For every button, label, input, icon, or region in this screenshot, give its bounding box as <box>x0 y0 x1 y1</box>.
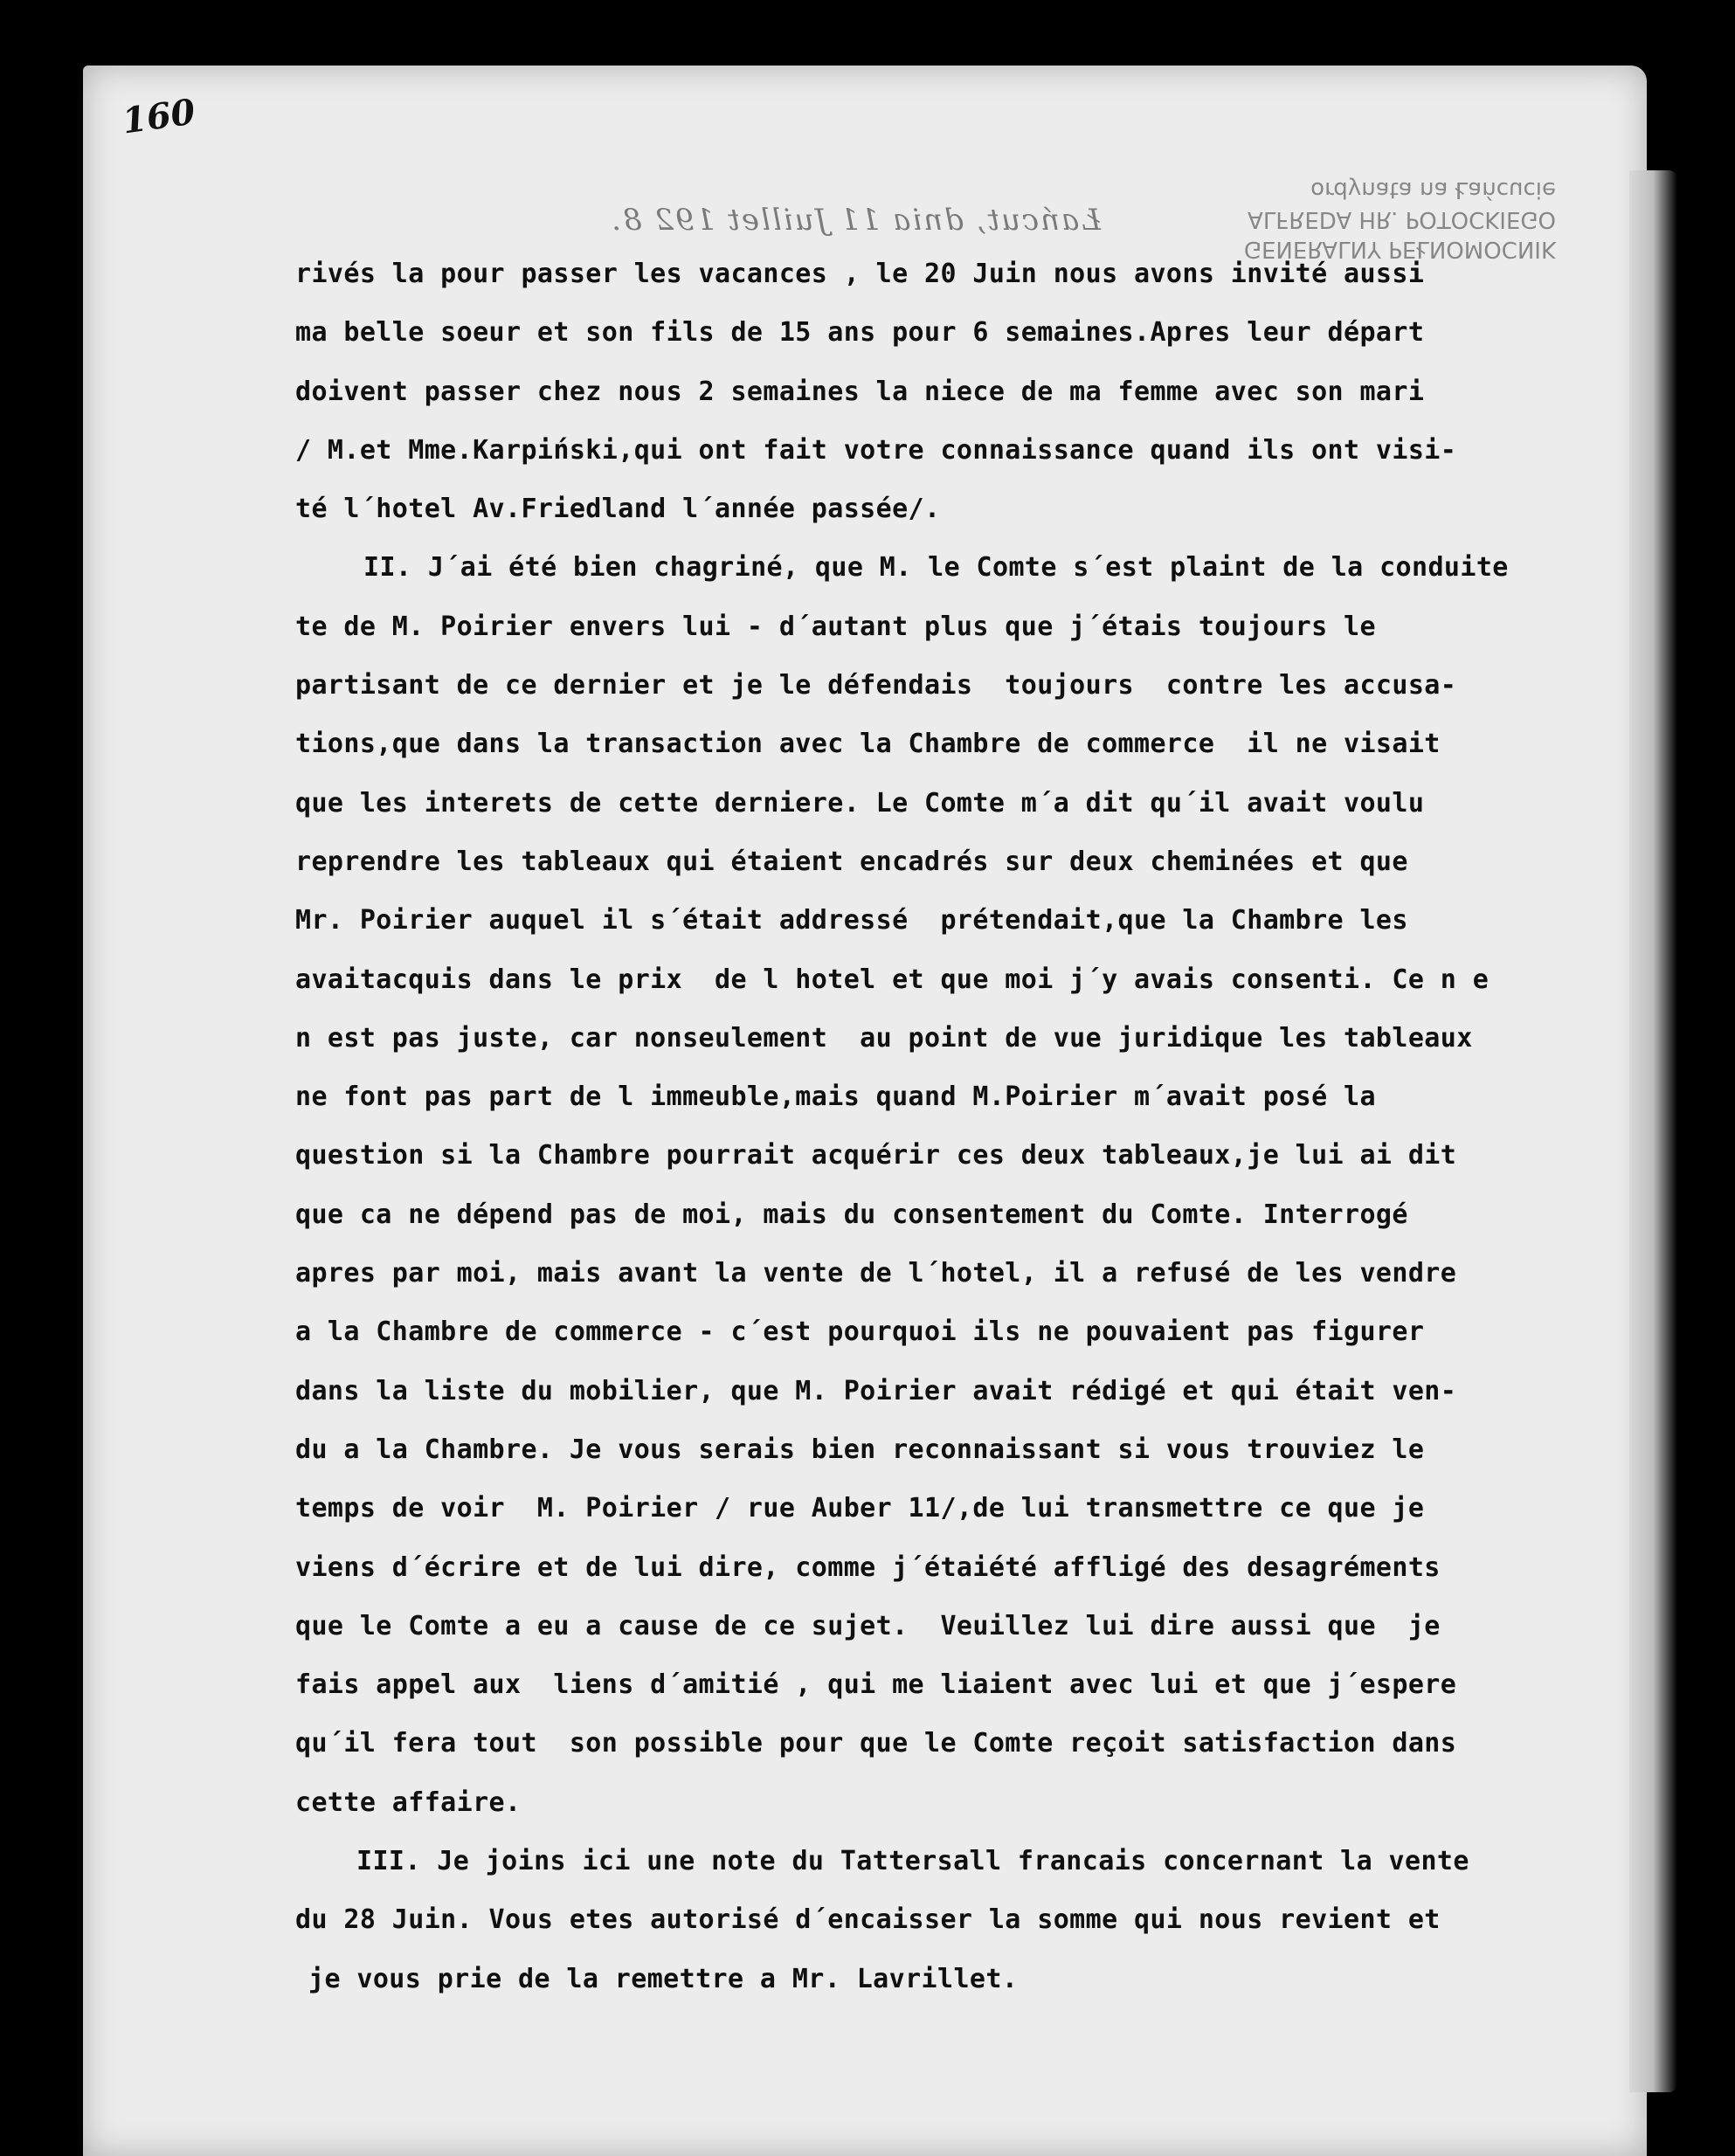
letter-line: avaitacquis dans le prix de l hotel et que moi j´y avais consenti. Ce n e <box>295 964 1490 995</box>
letter-line: doivent passer chez nous 2 semaines la niece de ma femme avec son mari <box>295 376 1425 407</box>
letter-line: ne font pas part de l immeuble,mais quand M.Poirier m´avait posé la <box>295 1081 1376 1113</box>
letter-line: du a la Chambre. Je vous serais bien reconnaissant si vous trouviez le <box>295 1434 1425 1465</box>
letter-line: té l´hotel Av.Friedland l´année passée/. <box>295 494 941 525</box>
letter-line: cette affaire. <box>295 1786 522 1818</box>
letter-line: apres par moi, mais avant la vente de l´hotel, il a refusé de les vendre <box>295 1258 1457 1289</box>
letter-line: rivés la pour passer les vacances , le 20 Juin nous avons invité aussi <box>295 259 1425 289</box>
letter-line: te de M. Poirier envers lui - d´autant plus que j´étais toujours le <box>295 611 1376 642</box>
letterhead-line: ordynata na Łańcucie <box>1310 176 1556 203</box>
letter-line: III. Je joins ici une note du Tattersall francais concernant la vente <box>356 1846 1469 1877</box>
letter-line: reprendre les tableaux qui étaient encadrés sur deux cheminées et que <box>295 846 1408 877</box>
letter-line: Mr. Poirier auquel il s´était addressé prétendait,que la Chambre les <box>295 905 1408 936</box>
letter-line: dans la liste du mobilier, que M. Poirier avait rédigé et qui était ven- <box>295 1375 1457 1406</box>
letterhead-line: GENERALNY PEŁNOMOCNIK <box>1243 236 1556 262</box>
letter-line: du 28 Juin. Vous etes autorisé d´encaisser la somme qui nous revient et <box>295 1904 1441 1936</box>
letter-line: n est pas juste, car nonseulement au point de vue juridique les tableaux <box>295 1022 1473 1054</box>
letter-line: temps de voir M. Poirier / rue Auber 11/,de lui transmettre ce que je <box>295 1493 1425 1524</box>
letter-line: je vous prie de la remettre a Mr. Lavrillet. <box>308 1963 1019 1994</box>
letter-line: a la Chambre de commerce - c´est pourquoi ils ne pouvaient pas figurer <box>295 1316 1425 1348</box>
letter-line: qu´il fera tout son possible pour que le Comte reçoit satisfaction dans <box>295 1728 1457 1759</box>
letter-line: viens d´écrire et de lui dire, comme j´étaiété affligé des desagréments <box>295 1551 1441 1583</box>
letter-line: que ca ne dépend pas de moi, mais du consentement du Comte. Interrogé <box>295 1199 1408 1230</box>
letterhead-line: ALFREDA HR. POTOCKIEGO <box>1248 206 1556 232</box>
letterhead-bleedthrough <box>1154 175 1556 264</box>
letter-line: II. J´ai été bien chagriné, que M. le Comte s´est plaint de la conduite <box>363 552 1509 584</box>
letter-line: que le Comte a eu a cause de ce sujet. Veuillez lui dire aussi que je <box>295 1610 1441 1641</box>
letter-body <box>295 255 1606 2019</box>
letter-line: que les interets de cette derniere. Le Comte m´a dit qu´il avait voulu <box>295 787 1425 819</box>
letter-line: tions,que dans la transaction avec la Chambre de commerce il ne visait <box>295 729 1441 760</box>
date-line-bleedthrough: Łańcut, dnia 11 Juillet 192 8. <box>610 203 1101 238</box>
page-number: 160 <box>120 91 198 142</box>
letter-line: fais appel aux liens d´amitié , qui me liaient avec lui et que j´espere <box>295 1669 1457 1701</box>
letter-line: ma belle soeur et son fils de 15 ans pour 6 semaines.Apres leur départ <box>295 317 1425 349</box>
letter-line: question si la Chambre pourrait acquérir ces deux tableaux,je lui ai dit <box>295 1140 1457 1171</box>
letter-line: / M.et Mme.Karpiński,qui ont fait votre connaissance quand ils ont visi- <box>295 434 1457 466</box>
letter-line: partisant de ce dernier et je le défendais toujours contre les accusa- <box>295 670 1457 701</box>
